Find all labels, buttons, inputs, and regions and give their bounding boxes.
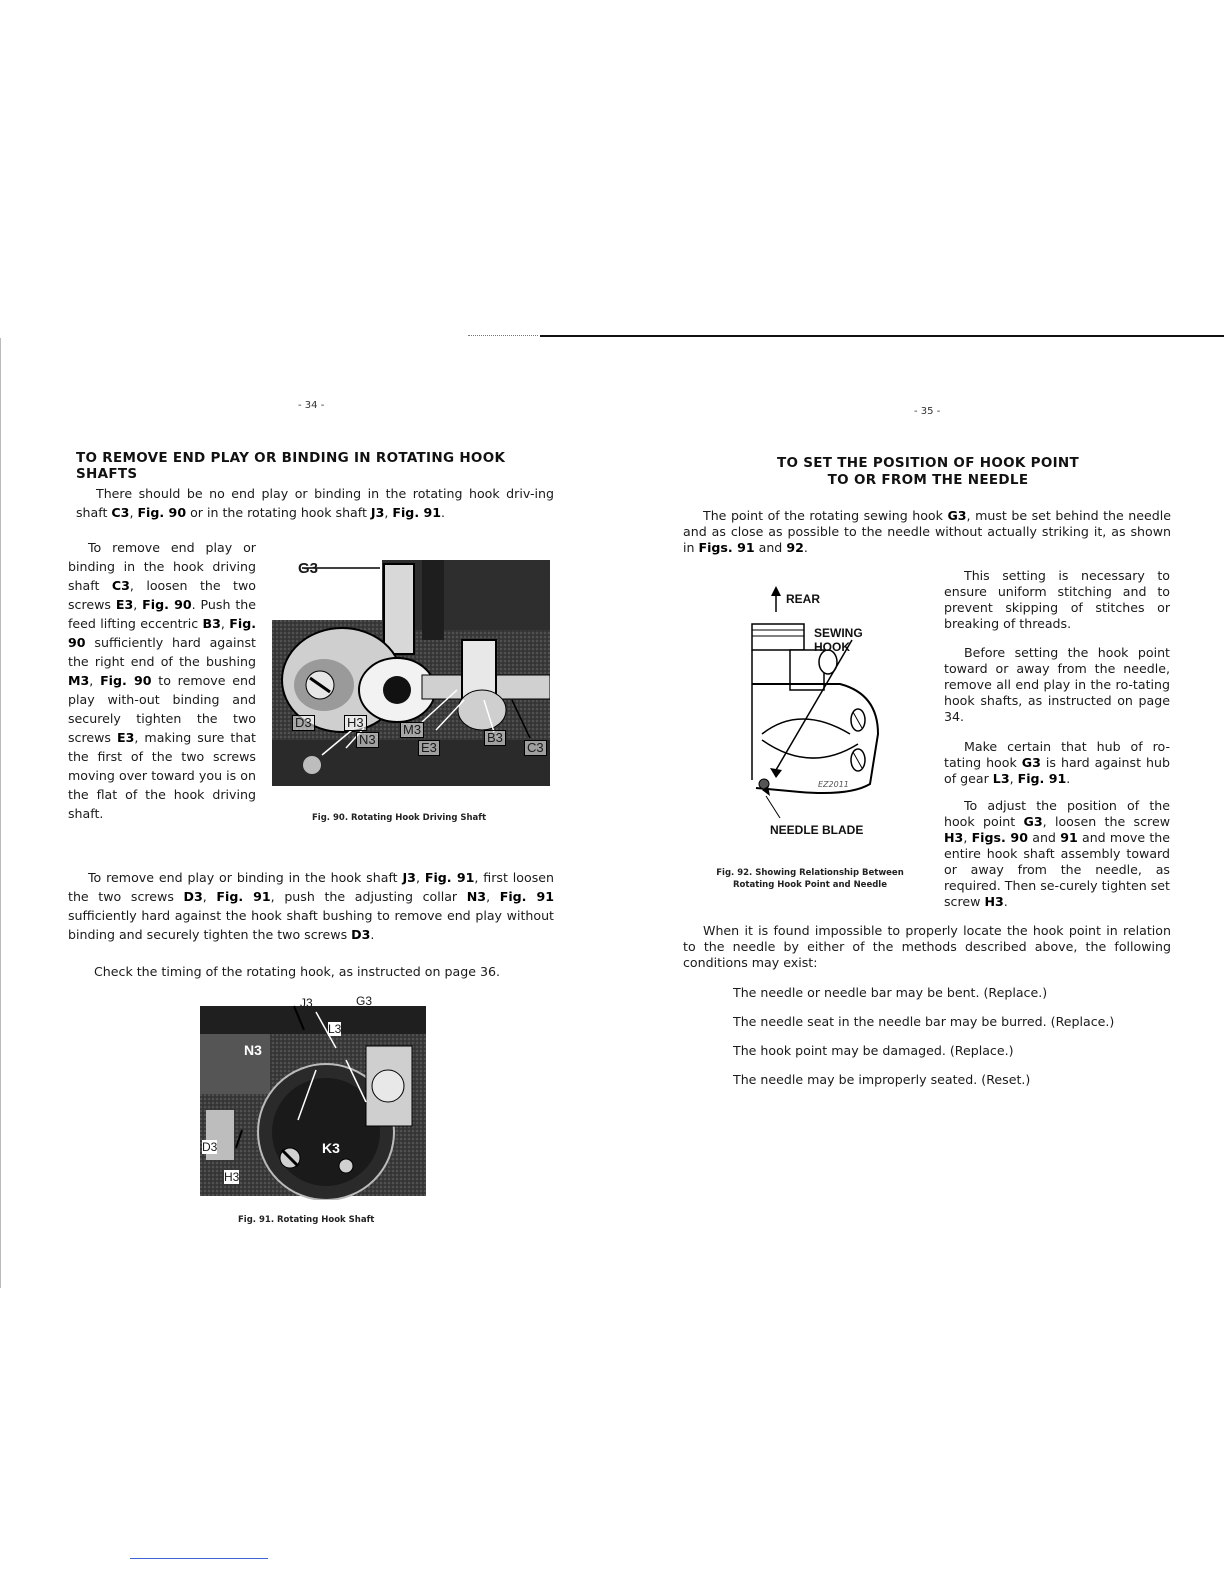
page-number-left: - 34 -: [298, 400, 325, 411]
right-heading-line2: TO OR FROM THE NEEDLE: [827, 472, 1029, 488]
fig91-label-n3: N3: [244, 1042, 262, 1058]
fig92-diagram: [740, 584, 890, 844]
right-heading-line1: TO SET THE POSITION OF HOOK POINT: [776, 455, 1080, 471]
fig92-label-needle-blade: NEEDLE BLADE: [770, 823, 864, 837]
condition-item: The hook point may be damaged. (Replace.): [733, 1043, 1014, 1058]
fig90-machine-drawing: [272, 560, 550, 786]
fig91-label-d3: D3: [202, 1140, 218, 1154]
fig92-hook-drawing: [740, 584, 890, 844]
fig92-stamp: EZ2011: [818, 780, 849, 789]
fig92-caption-line2: Rotating Hook Point and Needle: [733, 880, 887, 890]
right-column-paragraph-1: This setting is necessary to ensure uniform stitching and to prevent skipping of stitches or breaking of threads.: [944, 568, 1170, 631]
fig90-label-b3: B3: [484, 730, 506, 746]
fig91-machine-drawing: [196, 990, 426, 1200]
fig90-label-n3: N3: [356, 732, 379, 748]
fig92-caption-line1: Fig. 92. Showing Relationship Between: [716, 868, 904, 878]
left-paragraph-2: To remove end play or binding in the hook shaft J3, Fig. 91, first loosen the two screws D3, Fig. 91, push the adjusting collar N3, Fig. 91 sufficiently hard against the hook shaft bushing to remove end play without binding and securely tighten the two screws D3.: [68, 870, 554, 942]
fig91-label-j3: J3: [300, 996, 313, 1010]
fig90-label-h3: H3: [344, 715, 367, 731]
top-rule-dashed: [468, 335, 538, 337]
fig90-caption: Fig. 90. Rotating Hook Driving Shaft: [312, 813, 487, 823]
right-column-paragraph-2: Before setting the hook point toward or away from the needle, remove all end play in the ro-tating hook shafts, as instructed on page 34.: [944, 645, 1170, 724]
left-paragraph-3: Check the timing of the rotating hook, as instructed on page 36.: [94, 964, 500, 979]
fig92-label-sewing-hook: SEWING HOOK: [814, 626, 863, 654]
fig91-photo: [196, 990, 426, 1200]
fig91-caption: Fig. 91. Rotating Hook Shaft: [238, 1215, 375, 1225]
fig91-label-k3: K3: [322, 1140, 340, 1156]
fig92-label-rear: REAR: [786, 592, 821, 606]
condition-item: The needle or needle bar may be bent. (Replace.): [733, 985, 1048, 1000]
bottom-rule: [130, 1558, 268, 1559]
right-when-paragraph: When it is found impossible to properly locate the hook point in relation to the needle by either of the methods described above, the following conditions may exist:: [683, 923, 1171, 970]
left-intro-paragraph: There should be no end play or binding in the rotating hook driv-ing shaft C3, Fig. 90 or in the rotating hook shaft J3, Fig. 91.: [76, 486, 554, 520]
fig90-photo: [272, 560, 550, 786]
page-number-right: - 35 -: [914, 406, 941, 417]
fig90-label-c3: C3: [524, 740, 547, 756]
fig90-label-m3: M3: [400, 722, 424, 738]
right-intro-paragraph: The point of the rotating sewing hook G3, must be set behind the needle and as close as possible to the needle without actually striking it, as shown in Figs. 91 and 92.: [683, 508, 1171, 555]
left-page-edge: [0, 338, 1, 1288]
top-rule: [540, 335, 1224, 337]
right-column-paragraph-4: To adjust the position of the hook point G3, loosen the screw H3, Figs. 90 and 91 and move the entire hook shaft assembly toward or away from the needle, as required. Then se-curely tighten set screw H3.: [944, 798, 1171, 909]
fig91-label-g3: G3: [356, 994, 373, 1008]
fig90-label-g3: G3: [298, 560, 319, 577]
fig91-label-l3: L3: [328, 1022, 342, 1036]
condition-item: The needle may be improperly seated. (Reset.): [733, 1072, 1031, 1087]
right-column-paragraph-3: Make certain that hub of ro-tating hook G3 is hard against hub of gear L3, Fig. 91.: [944, 739, 1171, 786]
fig91-label-h3: H3: [224, 1170, 240, 1184]
fig90-label-e3: E3: [418, 740, 440, 756]
left-heading: TO REMOVE END PLAY OR BINDING IN ROTATING HOOK SHAFTS: [76, 450, 506, 482]
fig90-label-d3: D3: [292, 715, 315, 731]
condition-item: The needle seat in the needle bar may be burred. (Replace.): [733, 1014, 1115, 1029]
conditions-list: [733, 985, 1173, 1101]
left-side-paragraph: To remove end play or binding in the hook driving shaft C3, loosen the two screws E3, Fig. 90. Push the feed lifting eccentric B3, Fig. 90 sufficiently hard against the right end of the bushing M3, Fig. 90 to remove end play with-out binding and securely tighten the two screws E3, making sure that the first of the two screws moving over toward you is on the flat of the hook driving shaft.: [68, 540, 257, 821]
